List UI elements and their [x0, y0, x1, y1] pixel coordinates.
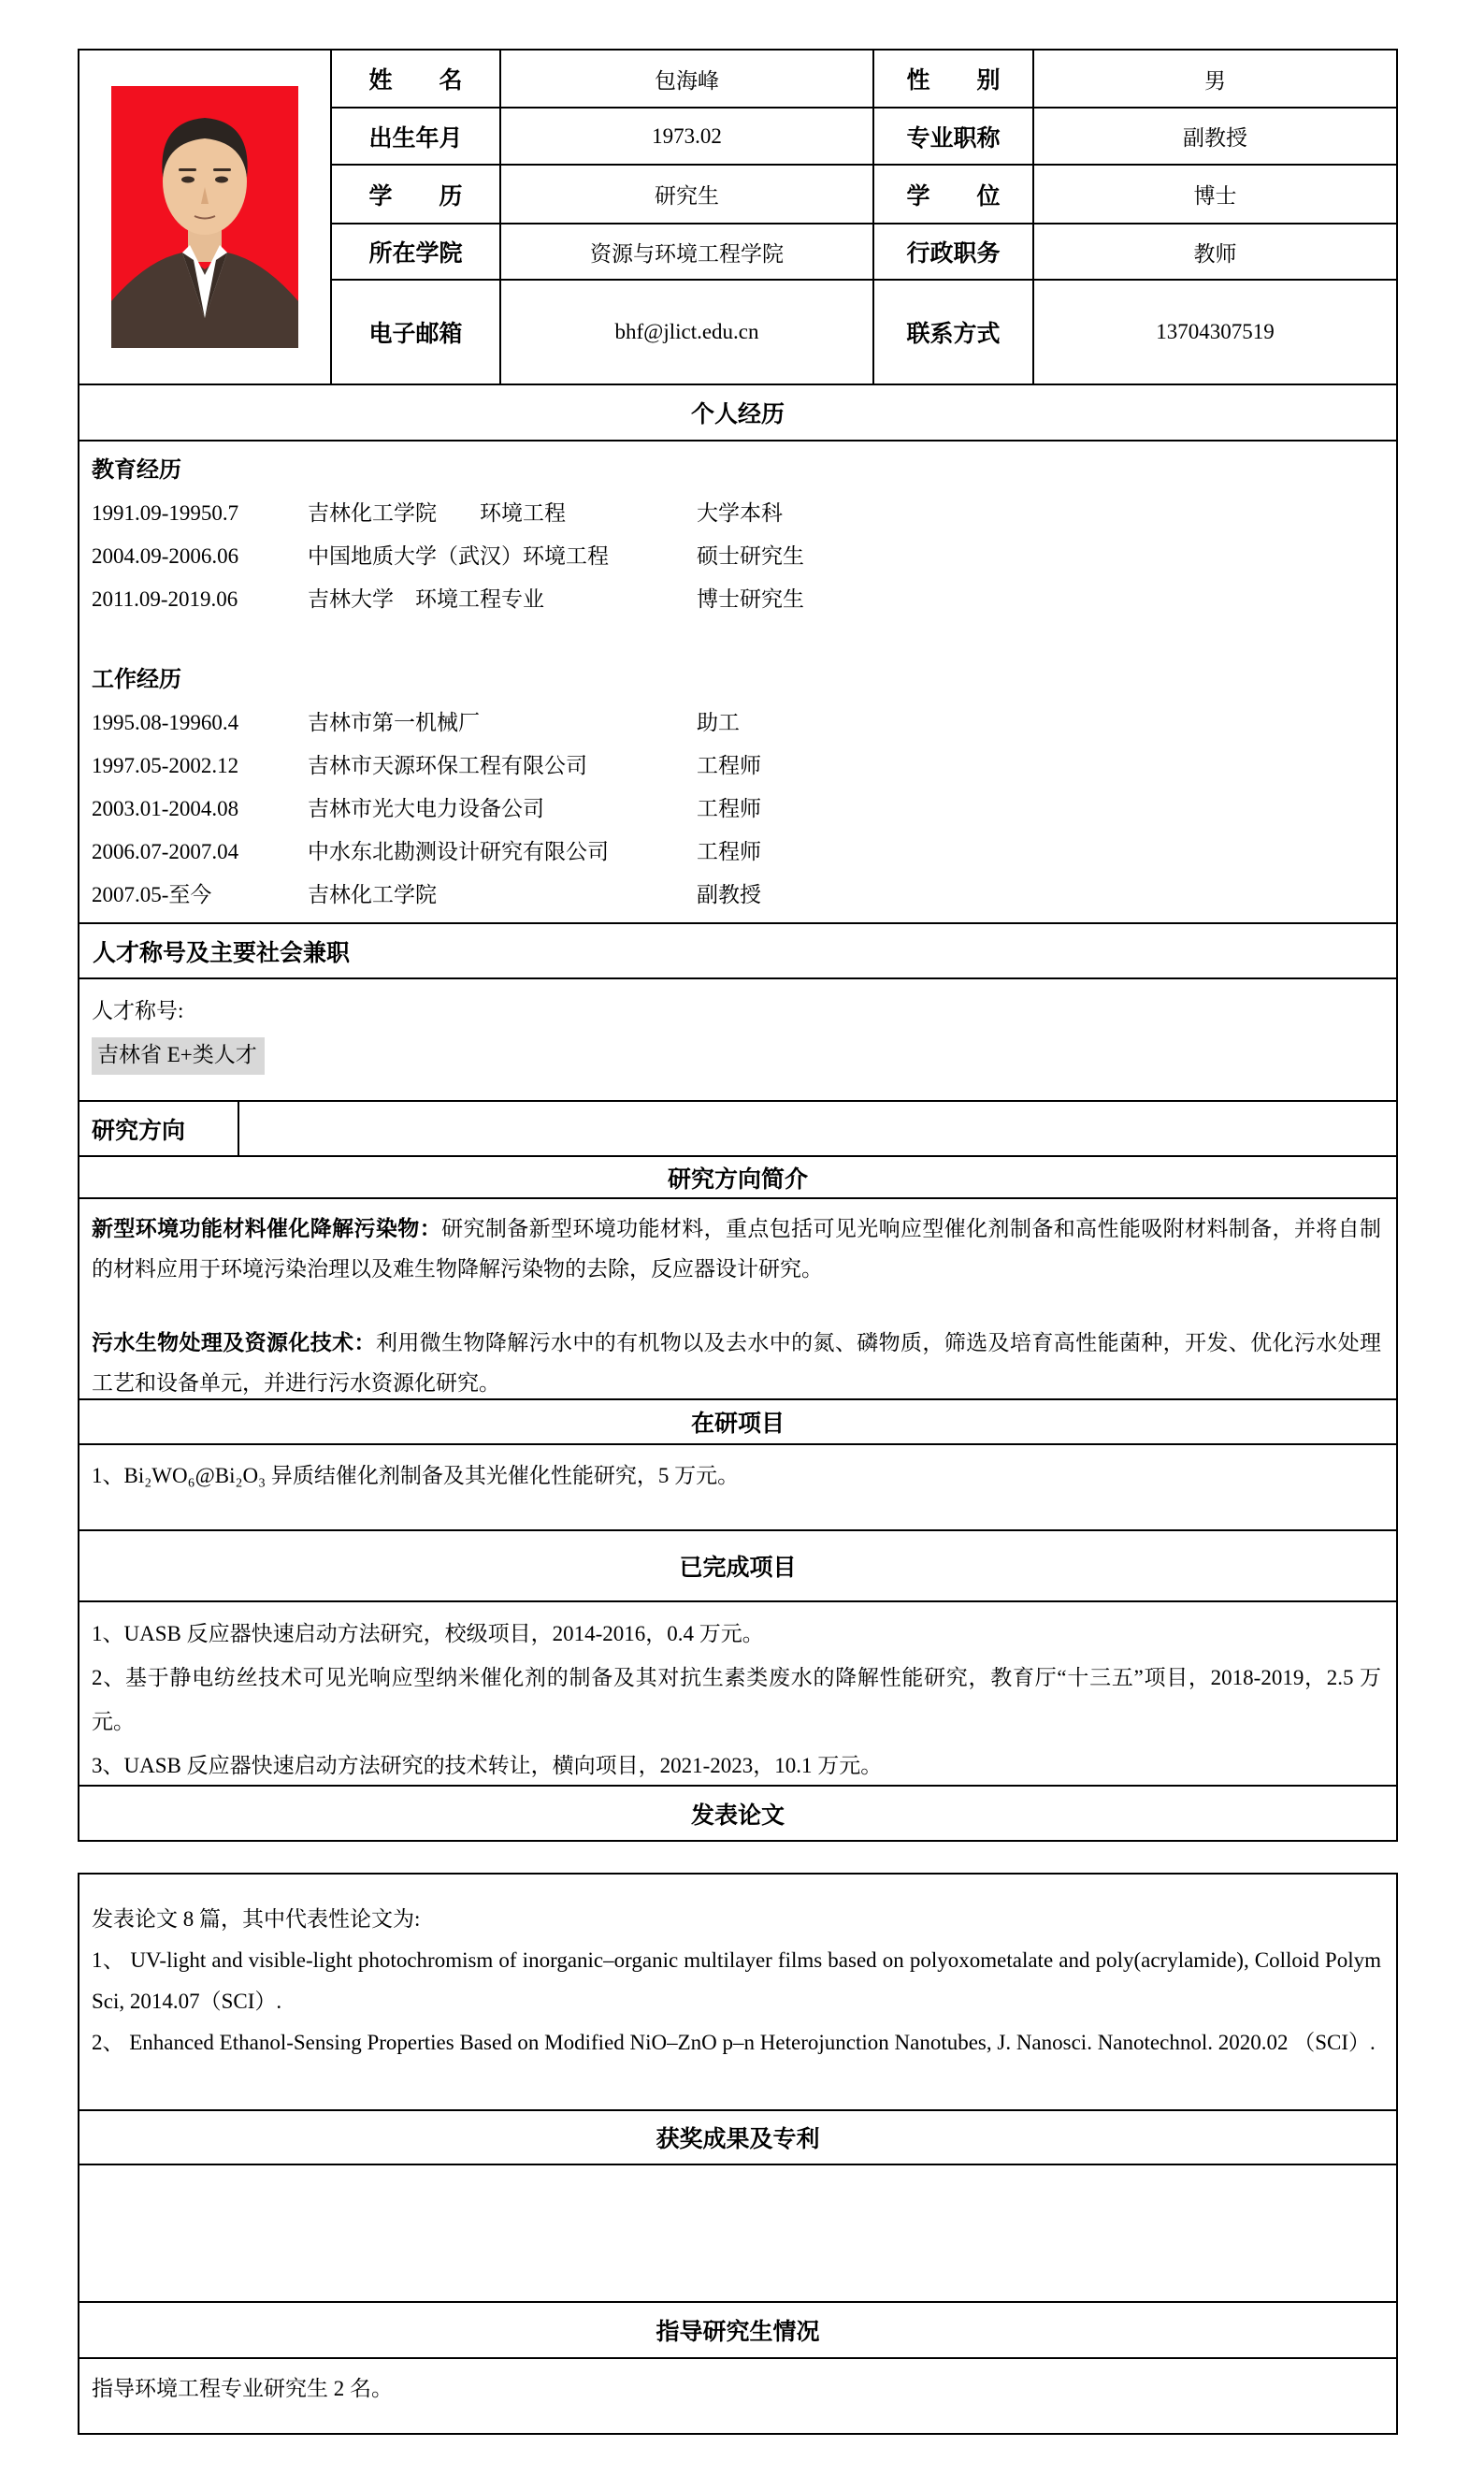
info-grid	[332, 51, 1396, 384]
education-level-value: 研究生	[501, 166, 874, 224]
personal-info-table	[79, 51, 1396, 384]
secondary-table	[78, 1873, 1398, 2435]
research-direction-label: 研究方向	[79, 1102, 239, 1155]
paragraph-lead: 污水生物处理及资源化技术：	[92, 1331, 376, 1354]
research-direction-row	[79, 1100, 1396, 1155]
education-degree: 大学本科	[697, 501, 783, 525]
email-value: bhf@jlict.edu.cn	[501, 281, 874, 384]
research-intro-paragraph	[92, 1209, 1381, 1289]
paragraph-text: 研究制备新型环境功能材料，重点包括可见光响应型催化剂制备和高性能吸附材料制备，并将自制的材料应用于环境污染治理以及难生物降解污染物的去除，反应器设计研究。	[92, 1217, 1382, 1281]
gender-value: 男	[1034, 51, 1396, 109]
completed-projects-content	[79, 1600, 1396, 1785]
education-period: 1991.09-19950.7	[92, 501, 239, 525]
talent-title-badge: 吉林省 E+类人才	[92, 1037, 265, 1075]
work-heading: 工作经历	[92, 668, 181, 692]
project-item: 2、基于静电纺丝技术可见光响应型纳米催化剂的制备及其对抗生素类废水的降解性能研究，教育厅“十三五”项目，2018-2019，2.5 万元。	[92, 1666, 1381, 1733]
talent-label: 人才称号:	[92, 999, 184, 1022]
education-row	[92, 492, 1383, 535]
research-intro-paragraph	[92, 1323, 1381, 1403]
photo-cell	[79, 51, 332, 384]
publications-content	[79, 1875, 1396, 2109]
work-period: 2007.05-至今	[92, 883, 212, 906]
name-value: 包海峰	[501, 51, 874, 109]
work-title: 助工	[697, 711, 740, 734]
education-level-label: 学 历	[332, 166, 501, 224]
work-row	[92, 874, 1383, 917]
publication-item: 1、 UV-light and visible-light photochromism of inorganic–organic multilayer films based on polyoxometalate and poly(acrylamide), Colloid Polym Sci, 2014.07（SCI）.	[92, 1948, 1381, 2013]
cv-document	[78, 49, 1398, 2435]
profile-photo	[111, 86, 298, 348]
graduate-supervision-header: 指导研究生情况	[79, 2301, 1396, 2357]
experience-block	[79, 440, 1396, 922]
admin-duty-value: 教师	[1034, 224, 1396, 281]
work-period: 1995.08-19960.4	[92, 711, 239, 734]
project-item: 3、UASB 反应器快速启动方法研究的技术转让，横向项目，2021-2023，10.1 万元。	[92, 1754, 883, 1777]
work-row	[92, 788, 1383, 831]
spacer	[92, 621, 1383, 659]
name-label: 姓 名	[332, 51, 501, 109]
project-item: 1、UASB 反应器快速启动方法研究，校级项目，2014-2016，0.4 万元。	[92, 1622, 764, 1645]
page-break-gap	[78, 1842, 1398, 1873]
paragraph-text: 利用微生物降解污水中的有机物以及去水中的氮、磷物质，筛选及培育高性能菌种，开发、优化污水处理工艺和设备单元，并进行污水资源化研究。	[92, 1331, 1382, 1395]
education-row	[92, 578, 1383, 621]
awards-header: 获奖成果及专利	[79, 2109, 1396, 2164]
graduate-supervision-content: 指导环境工程专业研究生 2 名。	[79, 2357, 1396, 2433]
education-degree: 硕士研究生	[697, 544, 804, 568]
publication-item: 2、 Enhanced Ethanol-Sensing Properties Based on Modified NiO–ZnO p–n Heterojunction Nanotubes, J. Nanosci. Nanotechnol. 2020.02 （SCI）.	[92, 2031, 1376, 2054]
work-row	[92, 702, 1383, 745]
work-detail: 吉林市第一机械厂	[308, 711, 480, 734]
college-value: 资源与环境工程学院	[501, 224, 874, 281]
work-row	[92, 745, 1383, 788]
degree-label: 学 位	[874, 166, 1034, 224]
completed-projects-header: 已完成项目	[79, 1529, 1396, 1600]
publications-header: 发表论文	[79, 1785, 1396, 1840]
education-detail: 吉林大学 环境工程专业	[308, 587, 544, 611]
education-degree: 博士研究生	[697, 587, 804, 611]
education-period: 2004.09-2006.06	[92, 544, 239, 568]
college-label: 所在学院	[332, 224, 501, 281]
work-period: 1997.05-2002.12	[92, 754, 239, 777]
awards-content	[79, 2164, 1396, 2301]
birthdate-label: 出生年月	[332, 109, 501, 166]
education-row	[92, 535, 1383, 578]
phone-label: 联系方式	[874, 281, 1034, 384]
education-heading: 教育经历	[92, 458, 181, 483]
work-detail: 吉林市天源环保工程有限公司	[308, 754, 587, 777]
work-detail: 吉林化工学院	[308, 883, 437, 906]
research-intro-header: 研究方向简介	[79, 1155, 1396, 1197]
education-detail: 吉林化工学院 环境工程	[308, 501, 566, 525]
phone-value: 13704307519	[1156, 320, 1275, 343]
birthdate-value: 1973.02	[501, 109, 874, 166]
research-intro-content	[79, 1197, 1396, 1398]
degree-value: 博士	[1034, 166, 1396, 224]
work-title: 副教授	[697, 883, 761, 906]
talent-content	[79, 977, 1396, 1100]
gender-label: 性 别	[874, 51, 1034, 109]
work-title: 工程师	[697, 754, 761, 777]
admin-duty-label: 行政职务	[874, 224, 1034, 281]
work-detail: 吉林市光大电力设备公司	[308, 797, 544, 820]
work-detail: 中水东北勘测设计研究有限公司	[308, 840, 609, 863]
main-table	[78, 49, 1398, 1842]
publications-intro: 发表论文 8 篇，其中代表性论文为:	[92, 1907, 421, 1931]
research-direction-value	[239, 1102, 1396, 1155]
email-label: 电子邮箱	[332, 281, 501, 384]
paragraph-lead: 新型环境功能材料催化降解污染物：	[92, 1217, 442, 1240]
current-projects-header: 在研项目	[79, 1398, 1396, 1443]
work-title: 工程师	[697, 797, 761, 820]
education-detail: 中国地质大学（武汉）环境工程	[308, 544, 609, 568]
project-item: 1、Bi₂WO₆@Bi₂O₃ 异质结催化剂制备及其光催化性能研究，5 万元。	[92, 1464, 740, 1487]
professional-title-value: 副教授	[1034, 109, 1396, 166]
education-period: 2011.09-2019.06	[92, 587, 238, 611]
personal-history-header: 个人经历	[79, 384, 1396, 440]
work-period: 2006.07-2007.04	[92, 840, 239, 863]
talent-section-header: 人才称号及主要社会兼职	[79, 922, 1396, 977]
work-title: 工程师	[697, 840, 761, 863]
work-period: 2003.01-2004.08	[92, 797, 239, 820]
professional-title-label: 专业职称	[874, 109, 1034, 166]
work-row	[92, 831, 1383, 874]
current-projects-content	[79, 1443, 1396, 1529]
